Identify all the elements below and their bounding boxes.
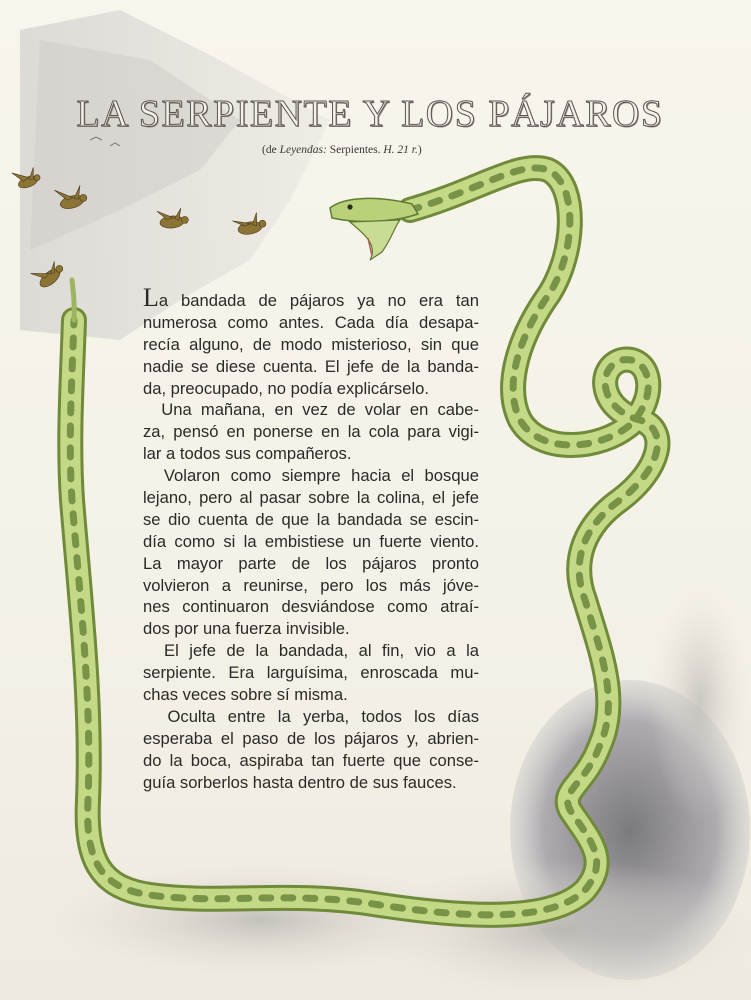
text-line-content: se dio cuenta de que la bandada se escin- — [143, 509, 479, 529]
text-line — [143, 487, 479, 509]
text-line — [143, 334, 479, 356]
text-line — [143, 509, 479, 531]
text-line-content: esperaba el paso de los pájaros y, abrien- — [143, 728, 479, 748]
text-line-content: volvieron a reunirse, pero los más jóve- — [143, 575, 479, 595]
text-line-content: za, pensó en ponerse en la cola para vigi- — [143, 422, 479, 442]
drop-cap: L — [143, 283, 159, 312]
text-line — [143, 596, 479, 618]
text-line-content: nes continuaron desviándose como atraí- — [143, 597, 479, 617]
text-line — [143, 356, 479, 378]
text-line-content: da, preocupado, no podía explicárselo. — [143, 378, 429, 398]
source-ref: H. 21 r. — [383, 144, 418, 156]
source-open: (de — [262, 144, 280, 156]
source-citation — [262, 144, 522, 156]
text-line — [143, 443, 479, 465]
text-line — [143, 421, 479, 443]
text-line-content: serpiente. Era larguísima, enroscada mu- — [143, 663, 479, 683]
source-section: Serpientes. — [326, 144, 384, 156]
text-line-content: Volaron como siempre hacia el bosque — [143, 466, 479, 486]
text-line-content: lar a todos sus compañeros. — [143, 444, 352, 464]
text-line — [143, 684, 479, 706]
text-line-content: lejano, pero al pasar sobre la colina, el jefe — [143, 488, 479, 508]
text-line — [143, 399, 479, 421]
text-line — [143, 618, 479, 640]
text-line-content: guía sorberlos hasta dentro de sus fauces. — [143, 772, 457, 792]
text-line — [143, 531, 479, 553]
text-line-content: Una mañana, en vez de volar en cabe- — [143, 400, 479, 420]
text-line-content: nadie se diese cuenta. El jefe de la banda- — [143, 356, 479, 376]
text-line-content: a bandada de pájaros ya no era tan — [158, 291, 479, 310]
text-line — [143, 662, 479, 684]
text-line — [143, 706, 479, 728]
text-line — [143, 575, 479, 597]
text-line-content: La mayor parte de los pájaros pronto — [143, 553, 479, 573]
source-close: ) — [417, 144, 422, 156]
text-line — [143, 378, 479, 400]
text-line — [143, 640, 479, 662]
text-line-content: recía alguno, de modo misterioso, sin que — [143, 334, 479, 354]
text-line-content: dos por una fuerza invisible. — [143, 619, 350, 639]
text-line-content: chas veces sobre sí misma. — [143, 685, 348, 705]
text-line — [143, 283, 479, 312]
text-line — [143, 728, 479, 750]
text-line-content: numerosa como antes. Cada día desapa- — [143, 312, 479, 332]
text-line-content: do la boca, aspiraba tan fuerte que conse- — [143, 750, 479, 770]
text-line-content: Oculta entre la yerba, todos los días — [143, 706, 479, 726]
text-line-content: día como si la embistiese un fuerte viento. — [143, 531, 479, 551]
source-book: Leyendas: — [279, 144, 327, 156]
text-line — [143, 465, 479, 487]
snake-tail — [72, 280, 74, 320]
snake-eye-icon — [347, 204, 352, 209]
text-line — [143, 750, 479, 772]
story-body — [143, 283, 479, 793]
snake-head — [330, 198, 418, 260]
text-line — [143, 312, 479, 334]
text-line-content: El jefe de la bandada, al fin, vio a la — [143, 641, 479, 661]
text-line — [143, 772, 479, 794]
page-title: LA SERPIENTE Y LOS PÁJAROS — [76, 93, 664, 135]
text-line — [143, 553, 479, 575]
